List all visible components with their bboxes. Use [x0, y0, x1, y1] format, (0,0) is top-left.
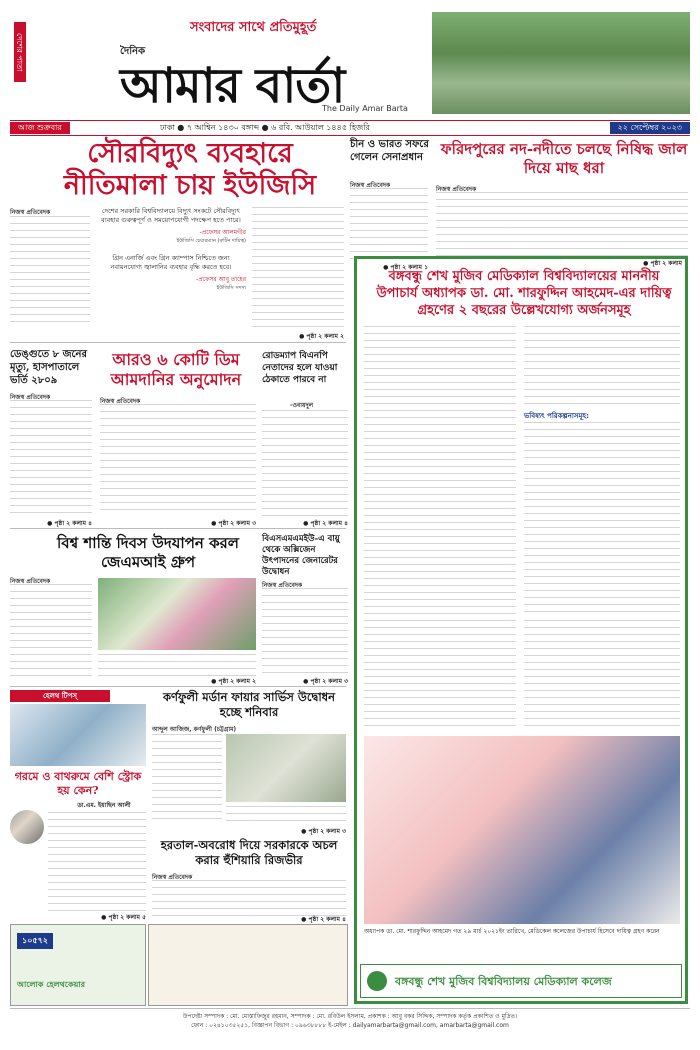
lead-headline-line1: সৌরবিদ্যুৎ ব্যবহারে [87, 138, 293, 169]
feature-caption: অধ্যাপক ডা. মো. শারফুদ্দিন আহমেদ গত ২৯ মার্চ ২০২১ইং তারিখে, মেডিকেল কলেজের উপাচার্য হিসেবে দায়িত্ব গ্রহণ করেন [364, 928, 660, 935]
dateline-date: ঢাকা ● ৭ আশ্বিন ১৪৩০ বঙ্গাব্দ ● ৬ রবি. আউয়াল ১৪৪৫ হিজরি [160, 123, 370, 132]
feature-footer-text: বঙ্গবন্ধু শেখ মুজিব বিশ্ববিদ্যালয় মেডিক্যাল কলেজ [395, 975, 612, 988]
feature-text-col2b [524, 422, 680, 616]
hartal-continued: ● পৃষ্ঠা ২ কলাম ৪ [301, 916, 346, 923]
lead-quote2-role: ইউজিসি সদস্য [216, 285, 246, 291]
karnaphuli-continued: ● পৃষ্ঠা ২ কলাম ৩ [301, 828, 346, 835]
peace-caption [98, 654, 256, 676]
lead-text-col3 [252, 207, 344, 331]
health-tips-badge: হেলথ টিপস্ [10, 690, 110, 702]
feature-text-col2c [524, 620, 680, 730]
oxygen-text [262, 588, 348, 676]
china-text [350, 188, 428, 260]
ad-brand: আলোক হেলথকেয়ার [17, 980, 86, 989]
china-continued: ● পৃষ্ঠা ২ কলাম ১ [383, 264, 428, 271]
lead-quote-author: -প্রফেসর আলমগীর [199, 229, 246, 236]
imprint-footer [10, 1012, 690, 1030]
author-portrait [10, 810, 44, 844]
lead-quote-role: ইউজিসি চেয়ারম্যান (রুটিন দায়িত্ব) [176, 238, 246, 244]
divider [10, 342, 346, 343]
lead-byline: নিজস্ব প্রতিবেদক [10, 209, 51, 216]
health-headline: গরমে ও বাথরুমে বেশি স্ট্রোক হয় কেন? [14, 770, 142, 797]
lead-continued: ● পৃষ্ঠা ২ কলাম ২ [299, 333, 344, 340]
oxygen-byline: নিজস্ব প্রতিবেদক [262, 582, 303, 589]
peace-headline: বিশ্ব শান্তি দিবস উদযাপন করল জেএমআই গ্রুপ [57, 534, 239, 571]
lead-quote2-author: -প্রফেসর আবু তাহের [196, 276, 246, 283]
dateline-english-date: ২২ সেপ্টেম্বর ২০২৩ [610, 122, 690, 134]
masthead-dainik: দৈনিক [120, 46, 146, 57]
feature-footer [360, 964, 682, 998]
lead-quote2: গ্রিন এনার্জি এবং গ্রিন ক্যাম্পাস নিশ্চিতে জন্য নবায়নযোগ্য জ্বালানির ব্যবহার বৃদ্ধি করতে হবে। [110, 254, 232, 271]
footer-divider [10, 1008, 690, 1009]
hotline-number: ১০৫৭২ [17, 933, 53, 949]
peace-byline: নিজস্ব প্রতিবেদক [10, 578, 51, 585]
karnaphuli-byline: আব্দুল আজিজ, কর্ণফুলী (চট্টগ্রাম) [152, 726, 237, 733]
divider [10, 686, 346, 687]
section-tag: দেশের পাতা [14, 22, 26, 82]
fishing-net-photo [432, 12, 690, 114]
feature-text-col2 [524, 326, 680, 406]
fire-station-photo [226, 734, 346, 802]
dengue-headline: ডেঙ্গুতে ৮ জনের মৃত্যু, হাসপাতালে ভর্তি ২৮০৯ [10, 349, 88, 386]
roadmap-continued: ● পৃষ্ঠা ২ কলাম ৪ [303, 520, 348, 527]
karnaphuli-headline: কর্ণফুলী মর্ডান ফায়ার সার্ভিস উদ্বোধন হচ্ছে শনিবার [163, 690, 335, 719]
feature-section-title: ভবিষ্যৎ পরিকল্পনাসমূহ: [524, 412, 589, 420]
roadmap-text [262, 410, 348, 516]
health-text [48, 812, 146, 912]
health-photo [10, 704, 146, 766]
faridpur-continued: ● পৃষ্ঠা ২ কলাম ১ [643, 260, 688, 267]
karnaphuli-text2 [226, 806, 346, 824]
lead-headline [40, 138, 340, 202]
feature-text-col1b [364, 620, 516, 730]
peace-text [10, 584, 92, 676]
eggs-headline: আরও ৬ কোটি ডিম আমদানির অনুমোদন [110, 350, 242, 389]
divider [10, 528, 346, 529]
newspaper-logo-english: The Daily Amar Barta [322, 104, 408, 113]
dateline-bar [10, 120, 690, 136]
karnaphuli-text [152, 734, 222, 824]
newspaper-logo: আমার বার্তা [120, 58, 345, 114]
china-headline: চীন ও ভারত সফরে গেলেন সেনাপ্রধান [350, 139, 429, 163]
health-author: ডা.এম. ইয়াছিন আলী [77, 802, 131, 809]
faridpur-byline: নিজস্ব প্রতিবেদক [436, 186, 477, 193]
lead-quote-box [96, 207, 246, 331]
eggs-continued: ● পৃষ্ঠা ২ কলাম ৩ [211, 520, 256, 527]
roadmap-headline: রোডম্যাপ বিএনপি নেতাদের হলে যাওয়া ঠেকাতে পারবে না [262, 351, 338, 385]
feature-photo [364, 736, 680, 924]
dateline-day: আজ শুক্রবার [10, 122, 70, 134]
university-logo-icon [367, 971, 387, 991]
eggs-byline: নিজস্ব প্রতিবেদক [100, 398, 141, 405]
roadmap-byline: -ওবায়দুল [290, 402, 314, 409]
dengue-byline: নিজস্ব প্রতিবেদক [10, 394, 51, 401]
hartal-text [152, 880, 346, 916]
peace-continued: ● পৃষ্ঠা ২ কলাম ২ [211, 678, 256, 685]
bsmmu-feature-headline: বঙ্গবন্ধু শেখ মুজিব মেডিক্যাল বিশ্ববিদ্যালয়ের মাননীয় উপাচার্য অধ্যাপক ডা. মো. শারফুদ্দিন আহমেদ-এর দায়িত্ব গ্রহণের ২ বছরের উল্লেখযোগ্য অর্জনসমূহ [376, 269, 672, 318]
advertisement[interactable] [10, 924, 146, 1006]
advertisement[interactable] [148, 924, 348, 1006]
china-byline: নিজস্ব প্রতিবেদক [350, 182, 391, 189]
feature-text-col1 [364, 326, 516, 616]
hartal-byline: নিজস্ব প্রতিবেদক [152, 874, 193, 881]
lead-headline-line2: নীতিমালা চায় ইউজিসি [63, 170, 317, 201]
faridpur-headline: ফরিদপুরের নদ-নদীতে চলছে নিষিদ্ধ জাল দিয়ে মাছ ধরা [440, 140, 688, 177]
hartal-headline: হরতাল-অবরোধ দিয়ে সরকারকে অচল করার হুঁশিয়ারি রিজভীর [160, 838, 338, 867]
dengue-text [10, 400, 92, 516]
oxygen-headline: বিএসএমএমইউ-এ বায়ু থেকে অক্সিজেন উৎপাদনের জেনারেটর উদ্বোধন [262, 534, 340, 577]
dengue-continued: ● পৃষ্ঠা ২ কলাম ৪ [47, 520, 92, 527]
imprint-line1: উপদেষ্টা সম্পাদক : মো. মোস্তাফিজুর রহমান, সম্পাদক : মো. রবিউল ইসলাম, প্রকাশক : আবু বকর সিদ্দিক, সম্পাদক কর্তৃক প্রকাশিত ও মুদ্রিত। [182, 1013, 518, 1020]
health-continued: ● পৃষ্ঠা ২ কলাম ৫ [101, 914, 146, 921]
peace-day-photo [98, 578, 256, 650]
masthead-slogan: সংবাদের সাথে প্রতিমুহূর্ত [190, 20, 317, 35]
faridpur-text [436, 192, 688, 256]
oxygen-continued: ● পৃষ্ঠা ২ কলাম ৩ [303, 678, 348, 685]
imprint-line2: ফোন : ০২৪১০৩৫২৫১, বিজ্ঞাপন বিভাগ : ০৯৬৩৮৮৮৮ ই-মেইল : dailyamarbarta@gmail.com, amarbarta@gmail.com [191, 1022, 509, 1029]
lead-quote: দেশের সরকারি বিশ্ববিদ্যালয়ে বিদ্যুৎ সংকটে সৌরবিদ্যুৎ ব্যবহার গুরুত্বপূর্ণ ও সময়োপযোগী পদক্ষেপ হতে পারে। [101, 207, 241, 224]
eggs-text [100, 404, 256, 516]
lead-text-col1 [10, 216, 90, 328]
